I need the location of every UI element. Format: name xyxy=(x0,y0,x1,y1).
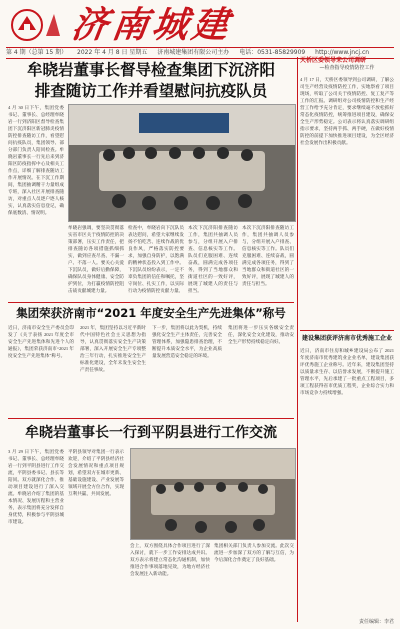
sidebar-body1: 4 月 17 日，天桥区委领导到公司调研，了解公司生产经营及疫情防控工作，实地察看了项目现场，听取了公司关于疫情防控、复工复产等工作的汇报。调研组对公司疫情防控和生产经营工作给予充分肯定，要求继续毫不放松抓好常态化疫情防控，统筹推进项目建设，确保安全生产形势稳定。公司表示将认真落实调研组指示要求，坚持两手抓、两手硬，在做好疫情防控的前提下加快推进项目建设，为全区经济社会发展作出积极贡献。 xyxy=(300,77,394,145)
sidebar-title2: 建设集团获评济南市优秀施工企业 xyxy=(301,335,392,342)
lead-body-col4: 本次下沉济阳排查随访工作，集团共抽调人员参与，分组开展入户排查、信息核实等工作。队员们克服困难、连续奋战，圆满完成各项任务，得到了当地群众和街道社区的一致好评，展现了城建人的责任与担当。 xyxy=(188,225,238,293)
sidebar-subtitle: —检查指导疫情防控工作 xyxy=(319,65,375,71)
website: http://www.jncj.cn xyxy=(315,49,370,56)
lead-headline xyxy=(8,60,294,102)
sidebar-rule xyxy=(297,57,298,622)
lead-body-col1: 4 月 30 日下午，集团党委书记、董事长、总经理牟晓岩一行到济阳区督导检查集团下沉济阳区新冠肺炎疫情防控排查随访工作，看望慰问抗疫队员，集团领导、部分部门负责人陪同检查。牟晓岩董事长一行先后来到济阳区防疫指挥中心及相关工作点，详细了解排查随访工作开展情况。在下沉工作期间，集团抽调精干力量组成专班，深入社区开展排查随访，对重点人员逐户逐人核实，认真落实信息登记，确保底数清、情况明。 xyxy=(8,105,64,215)
section-divider-2 xyxy=(8,418,294,419)
masthead xyxy=(6,4,394,46)
publisher: 济南城建集团有限公司主办 xyxy=(157,49,230,56)
third-body-col3: 会上，双方围绕具体合作项目进行了深入探讨，就下一步工作安排达成共识。双方表示将建立常态化沟通机制，加快推进合作事项落地见效，为地方经济社会发展注入新动能。 xyxy=(130,543,210,576)
lead-body-col2: 牟晓岩强调，要坚决贯彻落实省市区关于疫情防控的决策部署，压实工作责任，把排查随访各项措施抓细抓实，做到应查尽查、不漏一户、不落一人。要关心关爱下沉队员，做好后勤保障，确保队员身体健康、安全防护到位，为打赢疫情防控阻击战贡献城建力量。 xyxy=(68,225,124,293)
sidebar-title: 天桥区委领导来公司调研 xyxy=(300,57,367,64)
lead-body-col3: 检查中，牟晓岩向下沉队员表达慰问，希望大家继续发扬不怕吃苦、连续作战的优良作风，严格落实防控要求，加强自身防护，以饱满的精神状态投入到工作中。下沉队员纷纷表示，一定不辜负集团的信任和嘱托，坚守岗位、扎实工作，以实际行动为疫情防控贡献力量。 xyxy=(128,225,184,293)
lead-photo xyxy=(68,104,296,222)
issue-date: 2022 年 4 月 8 日 星期五 xyxy=(77,49,148,56)
lead-headline-line2: 排查随访工作并看望慰问抗疫队员 xyxy=(34,82,268,100)
exchange-photo-icon xyxy=(131,449,295,539)
group-logo xyxy=(10,8,64,42)
masthead-title: 济南城建 xyxy=(69,4,235,46)
second-body-col1: 近日，济南市安全生产委员会印发了《关于表扬 2021 年度全市安全生产先进集体和先进个人的通报》，集团荣获济南市“2021 年度安全生产先进集体”称号。 xyxy=(8,325,74,358)
sidebar-body2: 近日，济南市住房和城乡建设局公布了 2021 年度济南市优秀建筑业企业名单，建设集团获评优秀施工企业称号。近年来，建设集团坚持以质量求生存、以信誉求发展，不断提升施工管理水平，先后承建了一批重点工程项目，多项工程获得省市优质工程奖，企业综合实力和市场竞争力持续增强。 xyxy=(300,348,394,395)
third-body-col2: 平阴县领导对集团一行表示欢迎，介绍了平阴县经济社会发展情况和重点项目规划，希望双方在城市更新、基础设施建设、产业发展等领域开展全方位合作，实现互利共赢、共同发展。 xyxy=(68,449,124,496)
lead-headline-line1: 牟晓岩董事长督导检查集团下沉济阳 xyxy=(26,61,275,79)
sidebar xyxy=(300,57,394,622)
third-headline: 牟晓岩董事长一行到平阴县进行工作交流 xyxy=(25,425,277,441)
editor-credit: 责任编辑：李君 xyxy=(358,619,394,625)
second-body-col2: 2021 年，集团坚持以习近平新时代中国特色社会主义思想为指导，认真贯彻落实安全生产决策部署，深入开展安全生产专项整治三年行动，扎实推进安全生产标准化建设，全年未发生安全生产责任事故。 xyxy=(80,325,146,372)
third-photo xyxy=(130,448,296,540)
issue-number: 第 4 期（总第 15 期） xyxy=(6,49,68,56)
second-headline: 集团荣获济南市“2021 年度安全生产先进集体”称号 xyxy=(16,306,286,320)
third-body-col4: 集团相关部门负责人参加交流。此次交流进一步加深了双方的了解与互信，为今后深化合作奠定了良好基础。 xyxy=(214,543,294,562)
second-body-col3: 下一步，集团将以此为契机，持续强化安全生产主体责任，完善安全管理体系，加强隐患排查治理，不断提升本质安全水平，为企业高质量发展营造安全稳定的环境。 xyxy=(152,325,222,358)
meeting-photo-icon xyxy=(69,105,295,221)
second-body-col4: 集团将进一步压实各级安全责任，深化安全文化建设，推动安全生产形势持续稳定向好。 xyxy=(228,325,294,344)
third-body-col1: 3 月 29 日下午，集团党委书记、董事长、总经理牟晓岩一行到平阴县进行工作交流，平阴县委书记、县长等陪同。双方就深化合作、推动项目建设进行了深入交流。牟晓岩介绍了集团的基本情况、发展历程和主营业务，表示集团将充分发挥自身优势，积极参与平阴县城市建设。 xyxy=(8,449,64,524)
lead-body-col5: 本次下沉济阳排查随访工作，集团共抽调人员参与，分组开展入户排查、信息核实等工作。队员们克服困难、连续奋战，圆满完成各项任务，得到了当地群众和街道社区的一致好评，展现了城建人的责任与担当。 xyxy=(242,225,294,286)
phone: 电话：0531-85829909 xyxy=(239,49,306,56)
section-divider-1 xyxy=(8,302,294,303)
